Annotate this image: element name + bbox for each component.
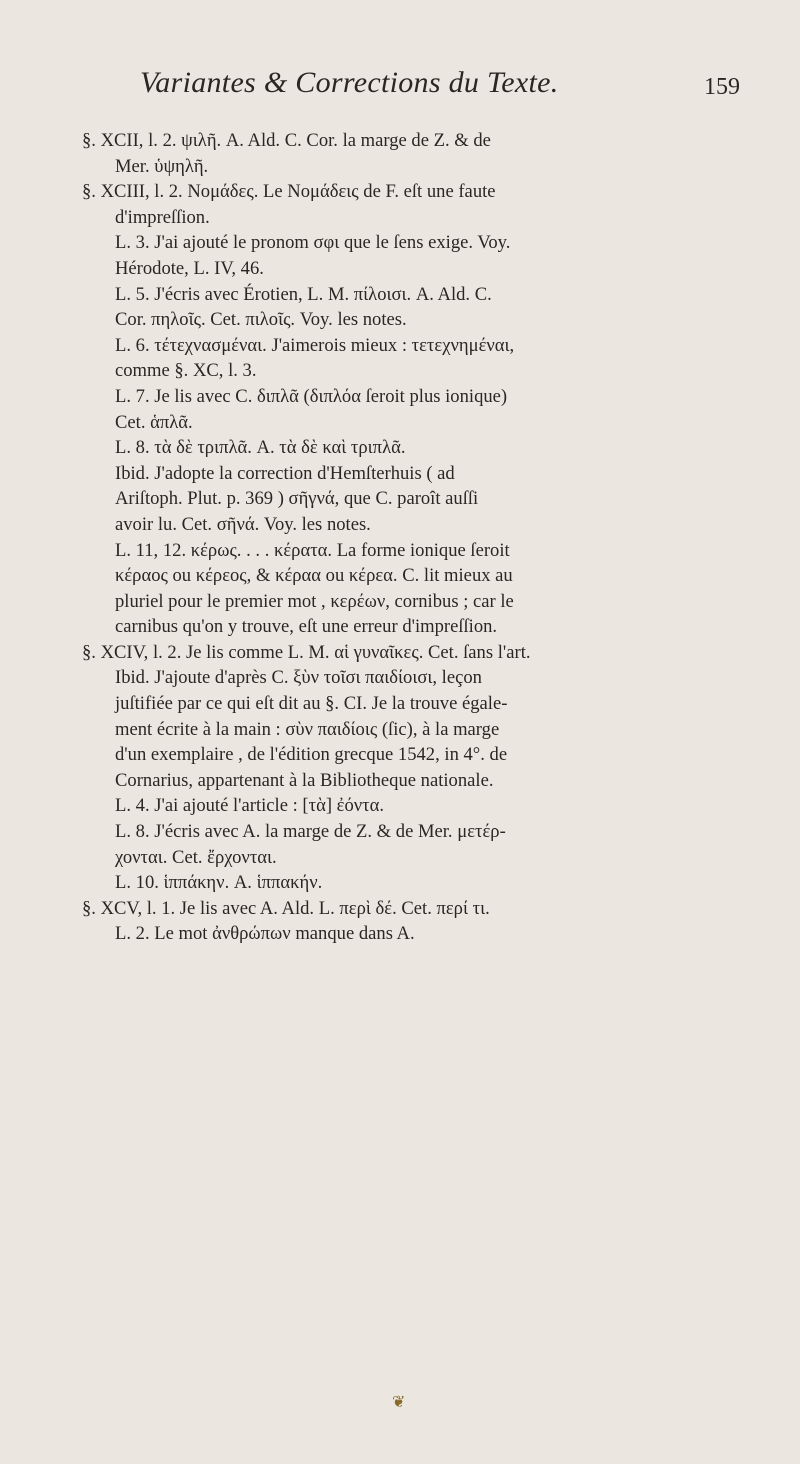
text-line: L. 6. τέτεχνασμέναι. J'aimerois mieux : τετεχνημέναι, — [115, 334, 515, 356]
running-title: Variantes & Corrections du Texte. — [140, 66, 559, 99]
text-line: Mer. ὑψηλῆ. — [115, 155, 209, 177]
text-line: L. 10. ἱππάκην. A. ἱππακήν. — [115, 872, 323, 894]
text-line: §. XCII, l. 2. ψιλῆ. A. Ald. C. Cor. la marge de Z. & de — [82, 130, 491, 151]
text-line: χονται. Cet. ἔρχονται. — [115, 846, 277, 868]
page-number: 159 — [704, 74, 740, 100]
text-line: juſtifiée par ce qui eſt dit au §. CI. Je la trouve égale- — [115, 693, 508, 715]
text-line: Cornarius, appartenant à la Bibliotheque nationale. — [115, 769, 494, 791]
text-line: §. XCIII, l. 2. Νομάδες. Le Νομάδεις de F. eſt une faute — [82, 181, 496, 203]
text-line: d'impreſſion. — [115, 206, 210, 228]
text-line: L. 7. Je lis avec C. διπλᾶ (διπλόα ſeroit plus ionique) — [115, 385, 508, 407]
ornament-mark: ❦ — [392, 1394, 406, 1411]
text-line: L. 3. J'ai ajouté le pronom σφι que le ſens exige. Voy. — [115, 232, 511, 254]
text-line: §. XCV, l. 1. Je lis avec A. Ald. L. περὶ δέ. Cet. περί τι. — [82, 897, 490, 919]
text-line: L. 5. J'écris avec Érotien, L. M. πίλοισι. A. Ald. C. — [115, 283, 492, 305]
body-text — [82, 128, 772, 947]
text-line: L. 8. τὰ δὲ τριπλᾶ. A. τὰ δὲ καὶ τριπλᾶ. — [115, 437, 406, 459]
text-line: L. 8. J'écris avec A. la marge de Z. & de Mer. μετέρ- — [115, 821, 506, 843]
text-line: avoir lu. Cet. σῆνά. Voy. les notes. — [115, 513, 371, 535]
text-line: Cor. πηλοῖς. Cet. πιλοῖς. Voy. les notes. — [115, 309, 407, 331]
text-line: κέραος ou κέρεος, & κέραα ou κέρεα. C. lit mieux au — [115, 565, 513, 587]
text-line: Ibid. J'ajoute d'après C. ξὺν τοῖσι παιδίοισι, leçon — [115, 667, 482, 689]
text-line: Ibid. J'adopte la correction d'Hemſterhuis ( ad — [115, 462, 455, 484]
text-line: L. 4. J'ai ajouté l'article : [τὰ] ἐόντα. — [115, 795, 385, 817]
text-line: d'un exemplaire , de l'édition grecque 1542, in 4°. de — [115, 744, 508, 766]
text-line: §. XCIV, l. 2. Je lis comme L. M. αἱ γυναῖκες. Cet. ſans l'art. — [82, 641, 531, 663]
text-line: Ariſtoph. Plut. p. 369 ) σῆγνά, que C. paroît auſſi — [115, 488, 479, 510]
text-line: L. 11, 12. κέρως. . . . κέρατα. La forme ionique ſeroit — [115, 539, 510, 561]
text-line: pluriel pour le premier mot , κερέων, cornibus ; car le — [115, 590, 514, 612]
text-line: ment écrite à la main : σὺν παιδίοις (ſic), à la marge — [115, 718, 500, 740]
text-line: L. 2. Le mot ἀνθρώπων manque dans A. — [115, 923, 415, 945]
text-line: Hérodote, L. IV, 46. — [115, 257, 264, 279]
text-line: Cet. ἁπλᾶ. — [115, 411, 193, 433]
text-line: comme §. XC, l. 3. — [115, 360, 257, 382]
text-line: carnibus qu'on y trouve, eſt une erreur d'impreſſion. — [115, 616, 498, 638]
page-header — [140, 66, 740, 114]
